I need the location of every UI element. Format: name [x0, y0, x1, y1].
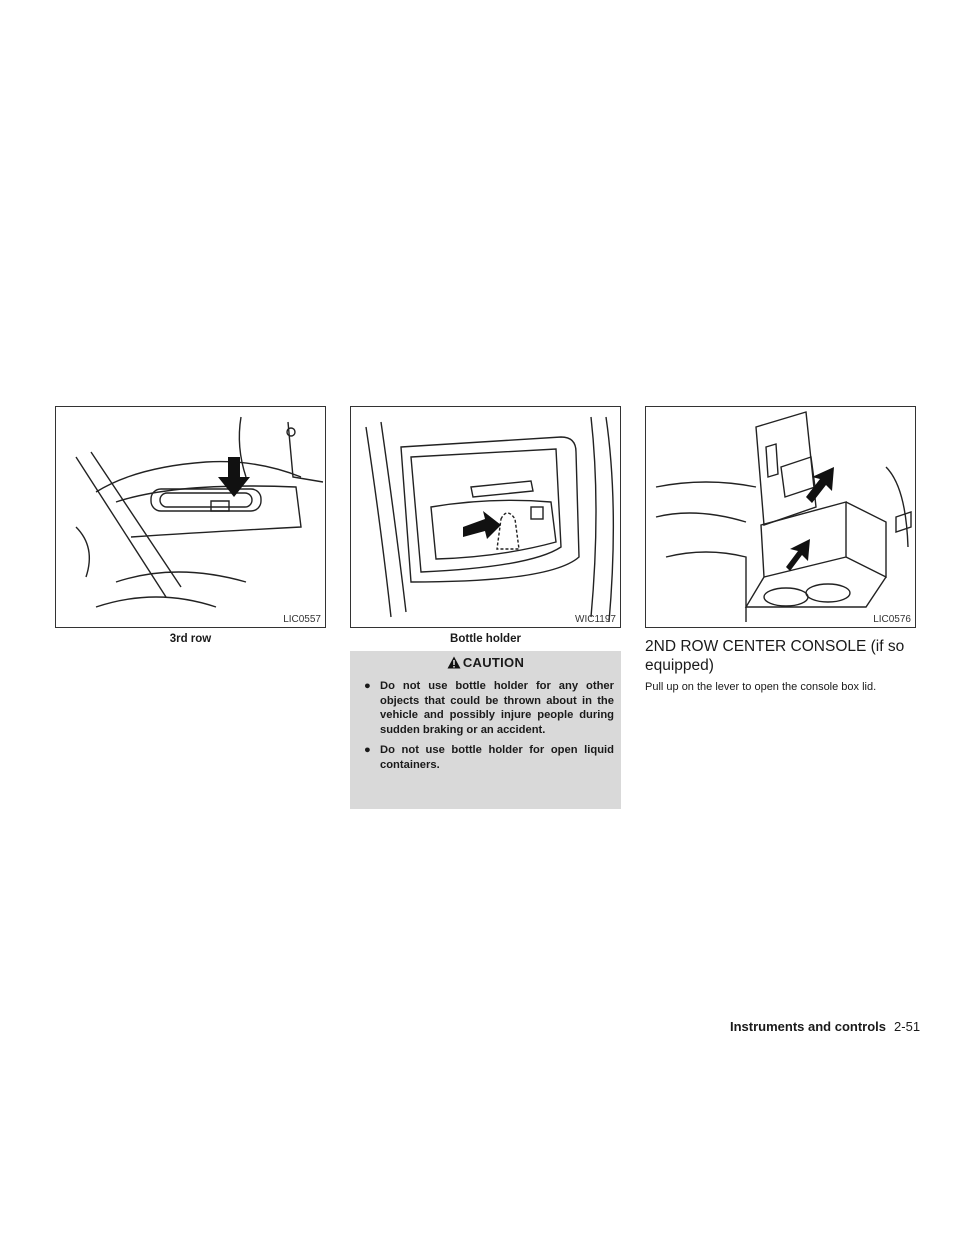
- caution-list: [364, 679, 614, 778]
- illustration-bottle-holder: [351, 407, 621, 628]
- list-item: [364, 743, 614, 772]
- page-footer: [730, 1019, 920, 1034]
- page-number: 2-51: [894, 1019, 921, 1034]
- illustration-3rd-row: [56, 407, 326, 628]
- figure-code: WIC1197: [575, 614, 616, 625]
- caution-heading: [350, 655, 621, 670]
- figure-caption-3rd-row: 3rd row: [169, 633, 212, 645]
- illustration-center-console: [646, 407, 916, 628]
- figure-bottle-holder: [350, 406, 621, 628]
- caution-box: [350, 651, 621, 809]
- figure-center-console: [645, 406, 916, 628]
- footer-section-name: Instruments and controls: [730, 1019, 887, 1034]
- figure-caption-bottle-holder: Bottle holder: [450, 633, 521, 645]
- bullet: ●: [364, 744, 371, 756]
- caution-item-text: Do not use bottle holder for any other objects that could be thrown about in the vehicle and possibly injure people during sudden braking or an accident.: [380, 680, 614, 736]
- figure-3rd-row: [55, 406, 326, 628]
- bullet: ●: [364, 680, 371, 692]
- list-item: [364, 679, 614, 737]
- section-title: 2ND ROW CENTER CONSOLE (if so equipped): [645, 638, 905, 674]
- body-text: Pull up on the lever to open the console box lid.: [645, 681, 877, 693]
- figure-code: LIC0557: [283, 614, 321, 625]
- figure-code: LIC0576: [873, 614, 911, 625]
- caution-item-text: Do not use bottle holder for open liquid containers.: [380, 744, 614, 771]
- warning-triangle-icon: [447, 656, 461, 669]
- caution-heading-text: CAUTION: [462, 655, 525, 670]
